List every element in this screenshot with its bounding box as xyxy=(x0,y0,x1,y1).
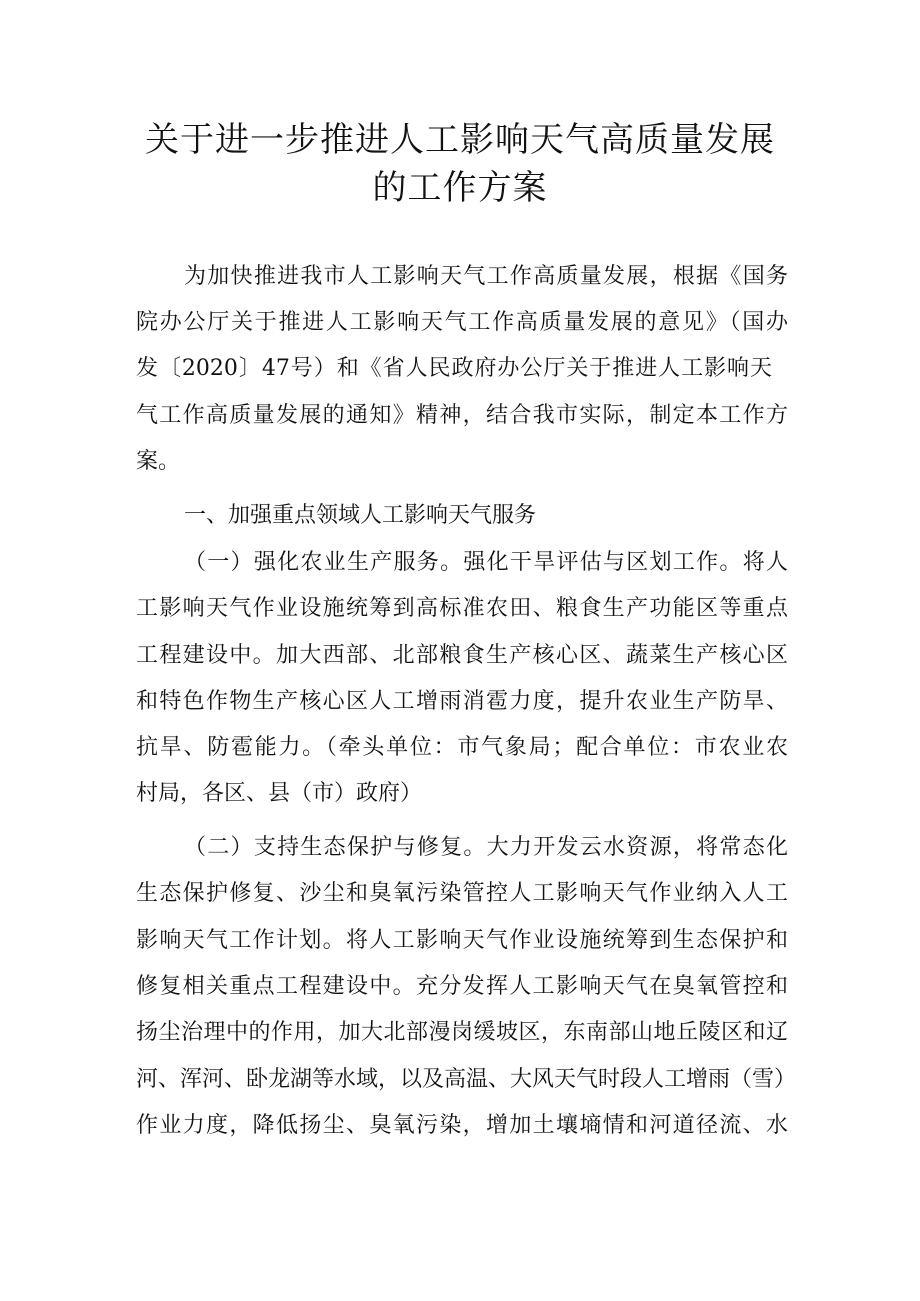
paragraph-line: 扬尘治理中的作用，加大北部漫岗缓坡区，东南部山地丘陵区和辽 xyxy=(136,1020,788,1045)
paragraph-line: 案。 xyxy=(136,449,181,474)
paragraph-line: 院办公厅关于推进人工影响天气工作高质量发展的意见》（国办 xyxy=(136,310,788,335)
paragraph-line: 修复相关重点工程建设中。充分发挥人工影响天气在臭氧管控和 xyxy=(136,974,788,999)
document-title-line-2: 的工作方案 xyxy=(372,168,548,208)
paragraph-line: 影响天气工作计划。将人工影响天气作业设施统筹到生态保护和 xyxy=(136,928,788,953)
paragraph-line: （二）支持生态保护与修复。大力开发云水资源，将常态化 xyxy=(184,835,788,860)
paragraph-line: 气工作高质量发展的通知》精神，结合我市实际，制定本工作方 xyxy=(136,403,788,428)
paragraph-line: 生态保护修复、沙尘和臭氧污染管控人工影响天气作业纳入人工 xyxy=(136,881,788,906)
paragraph-line: 抗旱、防雹能力。（牵头单位：市气象局；配合单位：市农业农 xyxy=(136,735,788,760)
paragraph-line: 工程建设中。加大西部、北部粮食生产核心区、蔬菜生产核心区 xyxy=(136,643,788,668)
paragraph-line: 为加快推进我市人工影响天气工作高质量发展，根据《国务 xyxy=(184,264,788,289)
paragraph-line: 和特色作物生产核心区人工增雨消雹力度，提升农业生产防旱、 xyxy=(136,689,788,714)
paragraph-line: （一）强化农业生产服务。强化干旱评估与区划工作。将人 xyxy=(184,550,788,575)
section-heading: 一、加强重点领域人工影响天气服务 xyxy=(184,503,537,528)
paragraph-line: 发〔2020〕47号）和《省人民政府办公厅关于推进人工影响天 xyxy=(136,356,772,381)
paragraph-line: 工影响天气作业设施统筹到高标准农田、粮食生产功能区等重点 xyxy=(136,596,788,621)
paragraph-line: 河、浑河、卧龙湖等水域，以及高温、大风天气时段人工增雨（雪） xyxy=(136,1067,797,1092)
paragraph-line: 作业力度，降低扬尘、臭氧污染，增加土壤墒情和河道径流、水 xyxy=(136,1113,788,1138)
document-title-line-1: 关于进一步推进人工影响天气高质量发展 xyxy=(145,120,775,160)
paragraph-line: 村局，各区、县（市）政府） xyxy=(136,781,423,806)
